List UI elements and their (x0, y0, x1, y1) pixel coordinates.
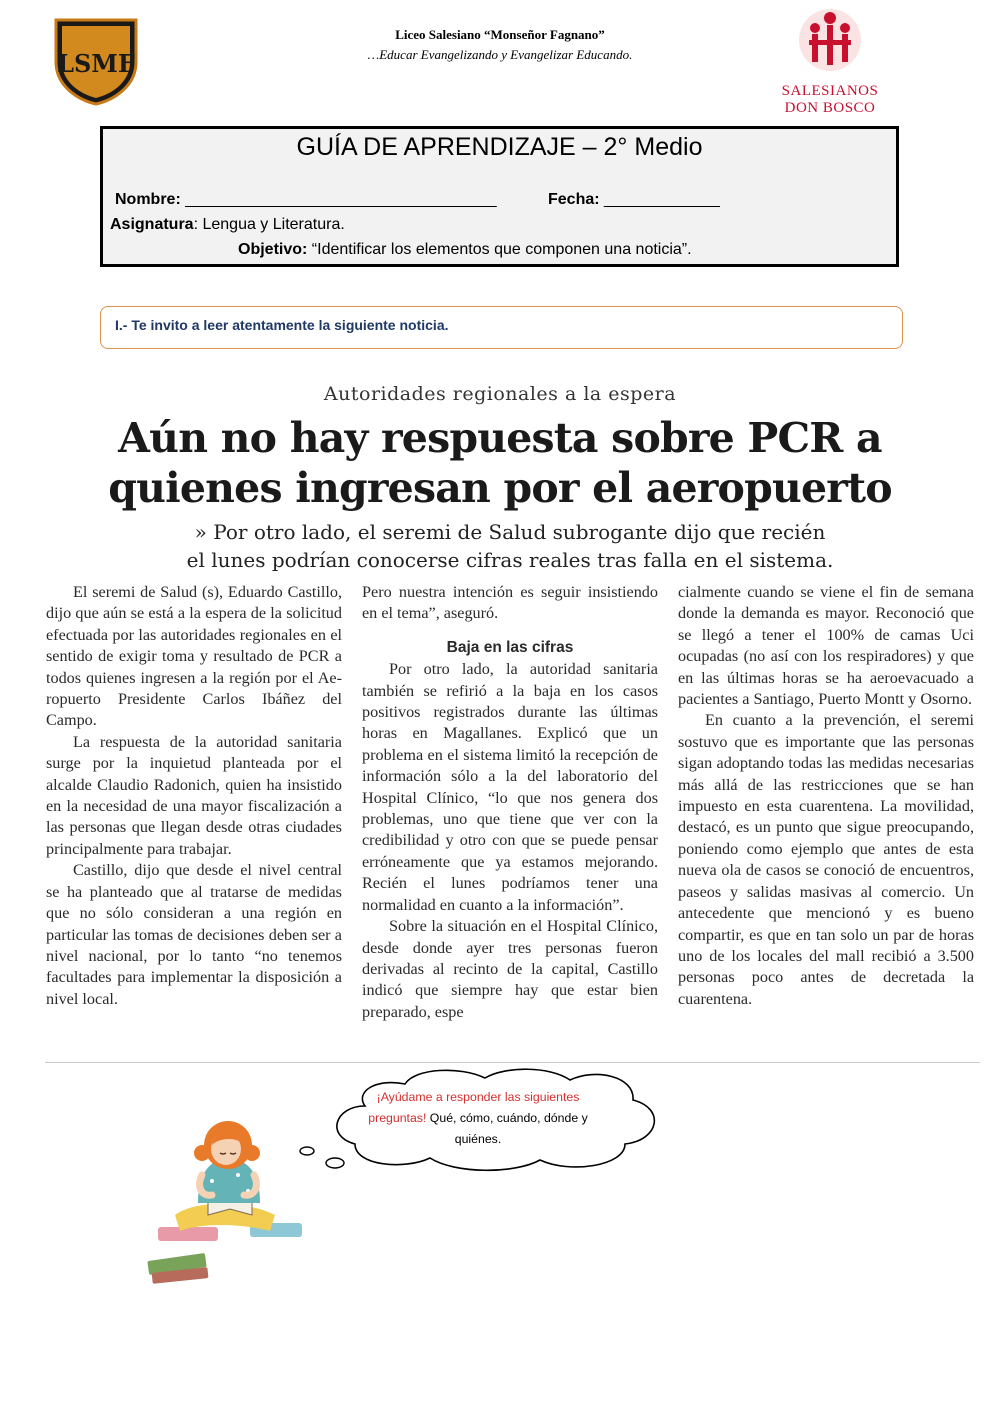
news-kicker: Autoridades regionales a la espera (323, 383, 677, 405)
news-column-1 (46, 582, 342, 1010)
thought-bubble-text (358, 1087, 598, 1150)
date-label: Fecha: (548, 191, 600, 208)
objective-row (238, 241, 692, 259)
salesianos-emblem-icon (795, 6, 865, 74)
salesianos-logo-line1: SALESIANOS (781, 83, 879, 99)
news-paragraph: cialmente cuando se viene el fin de semana donde la demanda es mayor. Reconoció que se llegó a tener el 100% de camas Uci ocupadas (no así con los respiradores) y que en las últimas horas se ha aeroevacuado a pacientes a Santiago, Puerto Montt y Osorno. (678, 583, 974, 709)
instruction-text: I.- Te invito a leer atentamente la siguiente noticia. (115, 317, 449, 333)
news-headline (60, 413, 940, 513)
guide-info-box (100, 126, 899, 267)
news-paragraph: El seremi de Salud (s), Eduardo Castillo, dijo que aún se está a la espera de la solicitud efectuada por las autoridades regionales en el sentido de exigir toma y resultado de PCR a todos quienes ingresen a la región por el Aeropuerto Presidente Carlos Ibáñez del Campo. (46, 583, 342, 730)
school-motto: …Educar Evangelizando y Evangelizar Educando. (367, 47, 633, 62)
name-label: Nombre: (115, 191, 181, 208)
school-logo (52, 14, 140, 106)
article-divider (45, 1062, 980, 1063)
news-column-3 (678, 582, 974, 1010)
news-paragraph: Pero nuestra intención es seguir insistiendo en el tema”, aseguró. (362, 583, 658, 623)
name-row (115, 191, 497, 209)
subject-row (110, 216, 345, 234)
subject-value: : Lengua y Literatura. (193, 216, 345, 233)
news-headline-line2: quienes ingresan por el aeropuerto (108, 464, 892, 512)
date-field[interactable]: _____________ (604, 191, 720, 208)
deck-marker-icon: » (194, 520, 207, 544)
objective-label: Objetivo: (238, 241, 308, 258)
objective-value: “Identificar los elementos que componen una noticia”. (307, 241, 692, 258)
news-paragraph: Castillo, dijo que desde el nivel central se ha planteado que al tratarse de medidas que no sólo consideran a una región en particular las tomas de decisiones deben ser a nivel nacional, por lo tanto “no tenemos facultades para implementar la disposición a nivel local. (46, 861, 342, 1008)
school-logo-text: LSMF (57, 49, 135, 78)
subject-label: Asignatura (110, 216, 194, 233)
name-field[interactable]: ___________________________________ (185, 191, 497, 208)
instruction-box (100, 306, 903, 349)
news-paragraph: La respuesta de la autoridad sanitaria surge por la inquietud planteada por el alcalde Claudio Radonich, quien ha insistido en la necesidad de una mayor fiscalización a las personas que llegan desde otras ciudades principalmente para trabajar. (46, 732, 342, 858)
news-deck-line1: Por otro lado, el seremi de Salud subrogante dijo que recién (206, 520, 826, 544)
girl-reading-illustration (140, 1115, 320, 1295)
date-row (548, 191, 720, 209)
news-paragraph: En cuanto a la prevención, el seremi sostuvo que es importante que las personas sigan adoptando todas las medidas necesarias más allá de las restricciones que se han impuesto en esta cuarentena. La movilidad, destacó, es un punto que sigue preocupando, poniendo como ejemplo que antes de esta nueva ola de casos se conoció de encuentros, paseos y salidas masivas al comercio. Un antecedente que mencionó y es bueno compartir, es que en tan solo un par de horas uno de los locales del mall recibió a 3.500 personas poco antes de decretada la cuarentena. (678, 711, 974, 1008)
school-name: Liceo Salesiano “Monseñor Fagnano” (395, 27, 605, 42)
guide-title: GUÍA DE APRENDIZAJE – 2° Medio (296, 133, 703, 161)
news-column-2 (362, 582, 658, 1023)
news-paragraph: Sobre la situación en el Hospital Clínico, desde donde ayer tres personas fueron derivadas al recinto de la capital, Castillo indicó que siempre hay que estar bien preparado, espe (362, 917, 658, 1021)
news-deck-line2: el lunes podrían conocerse cifras reales tras falla en el sistema. (186, 548, 834, 572)
salesianos-logo-line2: DON BOSCO (784, 100, 876, 116)
salesianos-logo (770, 6, 890, 116)
news-deck (120, 518, 900, 574)
news-subheading: Baja en las cifras (446, 638, 574, 656)
bubble-prompt-questions: Qué, cómo, cuándo, dónde y quiénes. (426, 1111, 588, 1146)
bubble-prompt-red: ¡Ayúdame a responder las siguientes preguntas! (368, 1090, 580, 1125)
news-paragraph: Por otro lado, la autoridad sanitaria también se refirió a la baja en los casos positivos registrados durante las últimas horas en Magallanes. Explicó que un problema en el sistema limitó la recepción de información sólo a la del laboratorio del Hospital Clínico, “lo que nos genera dos problemas, uno que tiene que ver con la credibilidad y otro con que se puede pensar erróneamente que ya estamos mejorando. Recién el lunes podríamos tener una normalidad en cuanto a la información”. (362, 660, 658, 914)
news-headline-line1: Aún no hay respuesta sobre PCR a (118, 414, 882, 462)
